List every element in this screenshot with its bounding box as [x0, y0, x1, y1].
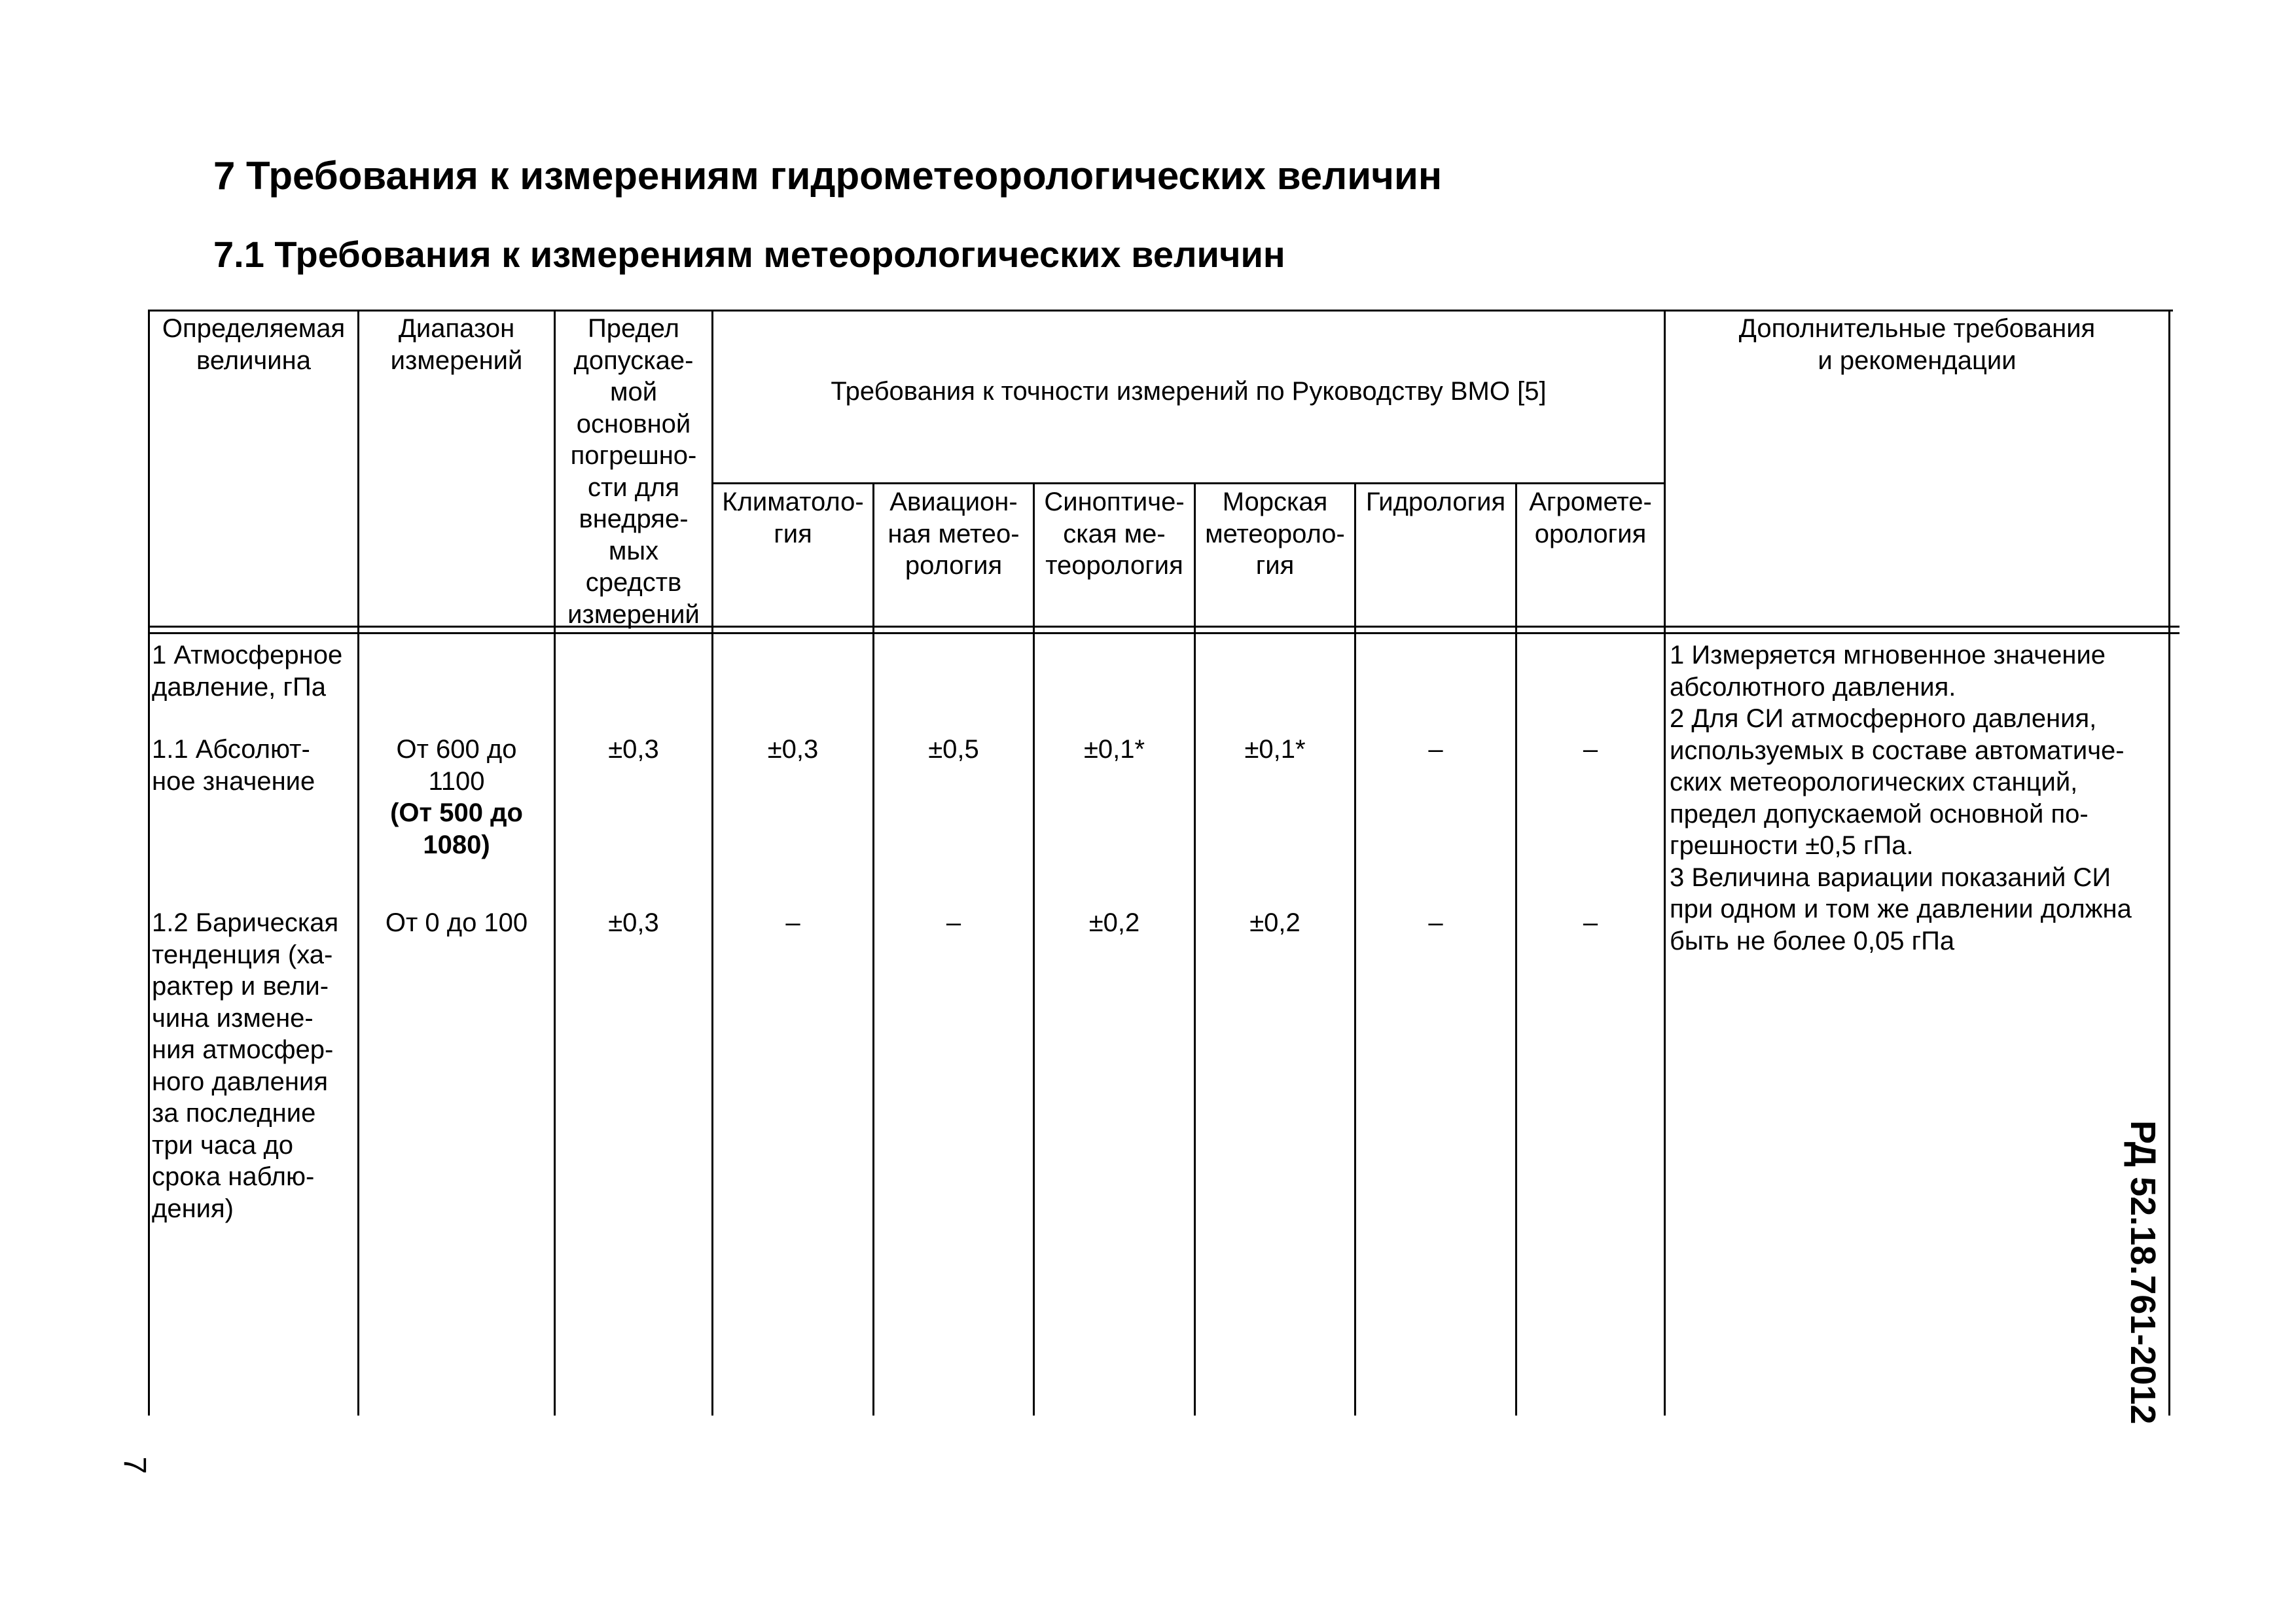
row-2-synoptic: ±0,2 — [1088, 908, 1140, 937]
row-1-climatology: ±0,3 — [767, 735, 819, 764]
col-divider-0 — [148, 310, 150, 1416]
row-1-hydrology: – — [1428, 735, 1443, 764]
header-accuracy-group: Требования к точности измерений по Руководству ВМО [5] — [831, 377, 1547, 406]
header-hydrology: Гидрология — [1365, 488, 1506, 516]
header-range: Диапазон измерений — [390, 314, 523, 375]
header-marine: Морская метеороло- гия — [1205, 488, 1345, 580]
col-divider-5 — [1033, 482, 1035, 1416]
row-1-limit: ±0,3 — [608, 735, 659, 764]
row-2-limit: ±0,3 — [608, 908, 659, 937]
subheader-divider — [711, 482, 1665, 484]
table-top-border — [148, 310, 2173, 312]
header-bottom-border — [148, 626, 2179, 628]
section-heading: 7 Требования к измерениям гидрометеорологических величин — [213, 154, 1443, 198]
row-1-agro: – — [1583, 735, 1598, 764]
row-2-agro: – — [1583, 908, 1598, 937]
row-2-hydrology: – — [1428, 908, 1443, 937]
header-bottom-border-2 — [148, 632, 2179, 634]
col-divider-3 — [711, 310, 713, 1416]
header-extra: Дополнительные требования и рекомендации — [1738, 314, 2096, 375]
subsection-heading: 7.1 Требования к измерениям метеорологических величин — [213, 234, 1285, 275]
col-divider-1 — [357, 310, 359, 1416]
row-2-aviation: – — [946, 908, 961, 937]
group-title: 1 Атмосферное давление, гПа — [152, 641, 343, 702]
col-divider-6 — [1194, 482, 1196, 1416]
header-quantity: Определяемая величина — [162, 314, 346, 375]
page-number: 7 — [117, 1456, 152, 1474]
col-divider-7 — [1354, 482, 1356, 1416]
row-2-range: От 0 до 100 — [385, 908, 528, 937]
row-1-marine: ±0,1* — [1244, 735, 1306, 764]
row-2-marine: ±0,2 — [1249, 908, 1300, 937]
row-1-range: От 600 до 1100 (От 500 до 1080) — [390, 735, 523, 859]
header-climatology: Климатоло- гия — [722, 488, 864, 548]
header-agro: Агромете- орология — [1529, 488, 1652, 548]
row-2-quantity: 1.2 Барическая тенденция (ха- рактер и вели- чина измене- ния атмосфер- ного давления за последние три часа до срока наблю- дения) — [152, 908, 339, 1223]
row-1-aviation: ±0,5 — [928, 735, 979, 764]
header-aviation: Авиацион- ная метео- рология — [888, 488, 1020, 580]
row-1-quantity: 1.1 Абсолют- ное значение — [152, 735, 315, 796]
header-synoptic: Синоптиче- ская ме- теорология — [1044, 488, 1185, 580]
col-divider-4 — [872, 482, 874, 1416]
extra-notes: 1 Измеряется мгновенное значение абсолютного давления. 2 Для СИ атмосферного давления, используемых в составе автоматиче- ских метеорологических станций, предел допускаемой основной по- грешности ±0,5 гПа. 3 Величина вариации показаний СИ при одном и том же давлении должна быть не более 0,05 гПа — [1670, 641, 2132, 955]
col-divider-9 — [1664, 310, 1666, 1416]
row-1-synoptic: ±0,1* — [1083, 735, 1145, 764]
document-code: РД 52.18.761-2012 — [2123, 1120, 2162, 1425]
col-divider-8 — [1515, 482, 1517, 1416]
row-2-climatology: – — [785, 908, 800, 937]
col-divider-10 — [2168, 310, 2170, 1416]
header-limit: Предел допускае- мой основной погрешно- сти для внедряе- мых средств измерений — [567, 314, 700, 629]
